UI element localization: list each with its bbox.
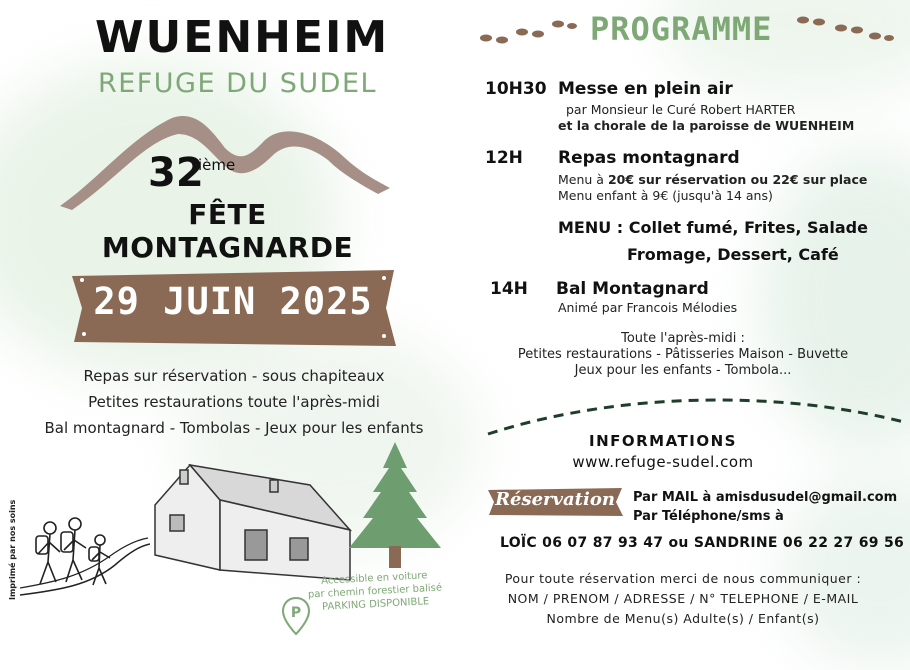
- menu-line: MENU : Collet fumé, Frites, Salade: [558, 218, 868, 237]
- hikers-illustration: [20, 510, 150, 600]
- event-detail: [558, 172, 867, 188]
- refuge-subtitle: REFUGE DU SUDEL: [97, 68, 378, 99]
- highlight-line: Repas sur réservation - sous chapiteaux: [83, 367, 385, 385]
- event-title: FÊTE MONTAGNARDE: [101, 198, 354, 264]
- parking-line: PARKING DISPONIBLE: [321, 596, 430, 613]
- print-note: Imprimé par nos soins: [8, 499, 17, 600]
- reservation-label: Réservation: [495, 489, 615, 510]
- phone-numbers[interactable]: LOÏC 06 07 87 93 47 ou SANDRINE 06 22 27 69 56: [500, 535, 905, 551]
- reservation-note: Pour toute réservation merci de nous communiquer :: [504, 571, 862, 586]
- event-detail: Menu enfant à 9€ (jusqu'à 14 ans): [558, 188, 773, 203]
- programme-title: PROGRAMME: [590, 10, 773, 48]
- website-link[interactable]: www.refuge-sudel.com: [572, 453, 754, 471]
- mail-contact[interactable]: Par MAIL à amisdusudel@gmail.com: [633, 490, 898, 505]
- event-detail: par Monsieur le Curé Robert HARTER: [566, 102, 796, 117]
- afternoon-line: Jeux pour les enfants - Tombola...: [574, 363, 792, 378]
- edition-suffix: ième: [198, 156, 236, 174]
- price-values: 20€ sur réservation ou 22€ sur place: [607, 172, 868, 187]
- access-info: [299, 568, 451, 615]
- footprints-icon: [795, 12, 895, 46]
- price-label: Menu à: [558, 172, 608, 187]
- afternoon-line: Toute l'après-midi :: [621, 331, 745, 346]
- highlight-line: Bal montagnard - Tombolas - Jeux pour les enfants: [44, 419, 424, 437]
- event-detail: et la chorale de la paroisse de WUENHEIM: [558, 118, 855, 133]
- footprints-icon: [478, 16, 578, 50]
- event-name: Bal Montagnard: [556, 279, 709, 299]
- access-line: Accessible en voiture: [320, 570, 428, 587]
- event-time: 12H: [485, 148, 523, 168]
- parking-symbol: P: [290, 605, 302, 621]
- highlight-line: Petites restaurations toute l'après-midi: [88, 393, 380, 411]
- refuge-house-illustration: [150, 460, 360, 585]
- event-time: 14H: [490, 279, 528, 299]
- menu-line: Fromage, Dessert, Café: [627, 245, 839, 264]
- event-name: Messe en plein air: [558, 79, 733, 99]
- reservation-note: Nombre de Menu(s) Adulte(s) / Enfant(s): [546, 611, 820, 626]
- event-detail: Animé par Francois Mélodies: [558, 300, 738, 315]
- event-name: Repas montagnard: [558, 148, 740, 168]
- pine-tree-illustration: [345, 440, 445, 570]
- phone-contact: Par Téléphone/sms à: [633, 509, 784, 524]
- town-title: WUENHEIM: [95, 12, 390, 63]
- edition-number: 32: [148, 150, 204, 196]
- event-date: 29 JUIN 2025: [93, 280, 373, 323]
- event-time: 10H30: [485, 79, 547, 99]
- afternoon-line: Petites restaurations - Pâtisseries Maison - Buvette: [517, 347, 849, 362]
- reservation-note: NOM / PRENOM / ADRESSE / N° TELEPHONE / E-MAIL: [507, 591, 859, 606]
- access-line: par chemin forestier balisé: [307, 582, 443, 601]
- informations-title: INFORMATIONS: [589, 432, 737, 450]
